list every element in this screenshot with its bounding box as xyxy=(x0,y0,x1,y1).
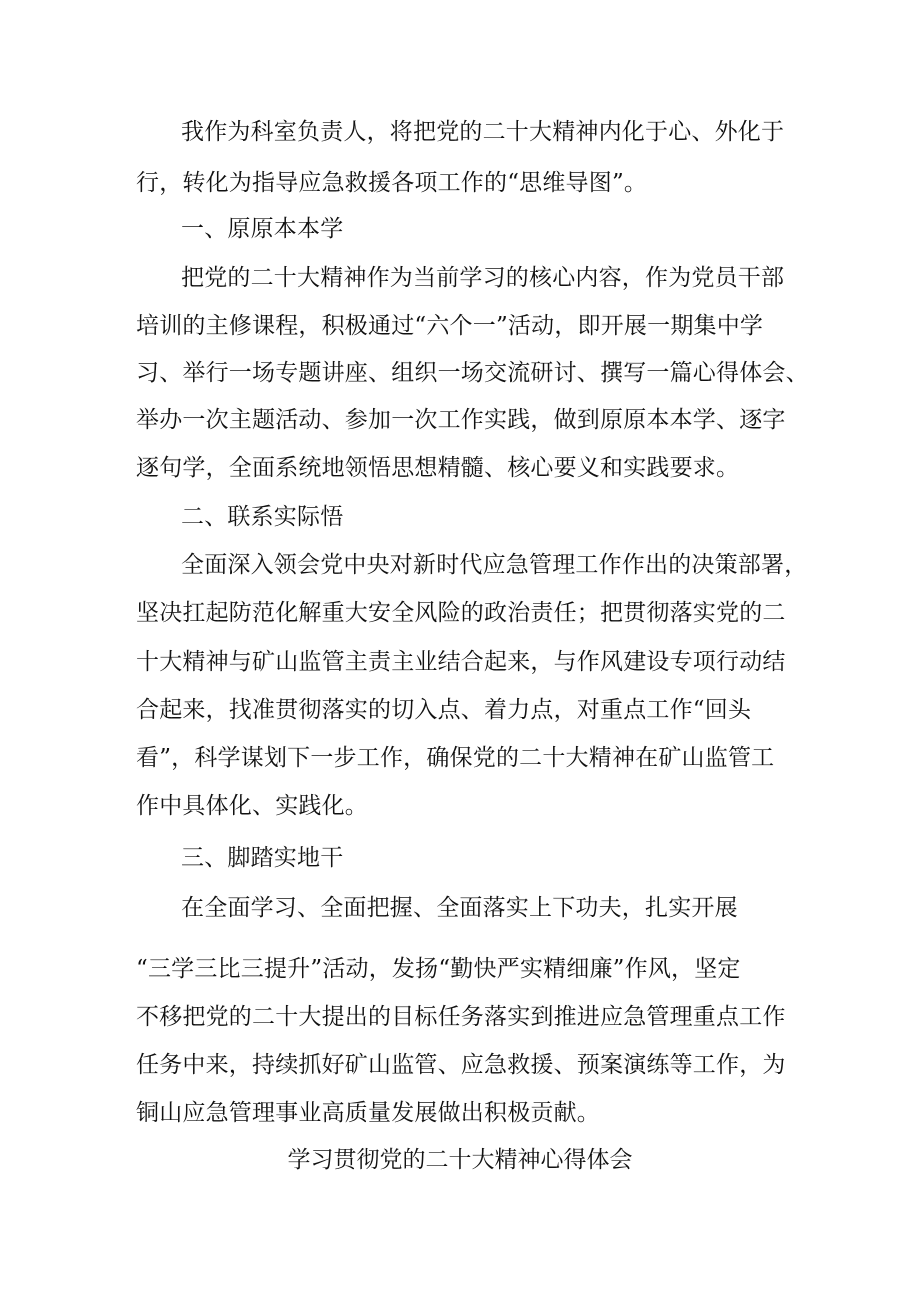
section-1-line-2: 培训的主修课程，积极通过“六个一”活动，即开展一期集中学 xyxy=(136,313,764,339)
section-3-line-5: 铜山应急管理事业高质量发展做出积极贡献。 xyxy=(136,1100,600,1126)
section-2-heading: 二、联系实际悟 xyxy=(181,504,344,530)
section-3-line-3: 不移把党的二十大提出的目标任务落实到推进应急管理重点工作 xyxy=(136,1004,786,1030)
section-1-line-5: 逐句学，全面系统地领悟思想精髓、核心要义和实践要求。 xyxy=(136,455,740,481)
next-section-title: 学习贯彻党的二十大精神心得体会 xyxy=(287,1147,633,1173)
section-3-line-4: 任务中来，持续抓好矿山监管、应急救援、预案演练等工作，为 xyxy=(136,1052,786,1078)
section-3-heading: 三、脚踏实地干 xyxy=(181,845,344,871)
section-1-line-4: 举办一次主题活动、参加一次工作实践，做到原原本本学、逐字 xyxy=(136,407,786,433)
section-1-line-3: 习、举行一场专题讲座、组织一场交流研讨、撰写一篇心得体会、 xyxy=(136,360,809,386)
section-3-line-2: “三学三比三提升”活动，发扬“勤快严实精细廉”作风，坚定 xyxy=(136,956,741,982)
section-1-heading: 一、原原本本学 xyxy=(181,216,344,242)
section-2-line-6: 作中具体化、实践化。 xyxy=(136,793,368,819)
section-2-line-1: 全面深入领会党中央对新时代应急管理工作作出的决策部署， xyxy=(181,552,808,578)
section-1-line-1: 把党的二十大精神作为当前学习的核心内容，作为党员干部 xyxy=(181,265,785,291)
section-2-line-3: 十大精神与矿山监管主责主业结合起来，与作风建设专项行动结 xyxy=(136,649,786,675)
section-2-line-5: 看”，科学谋划下一步工作，确保党的二十大精神在矿山监管工 xyxy=(136,745,775,771)
section-3-line-1: 在全面学习、全面把握、全面落实上下功夫，扎实开展 xyxy=(181,895,738,921)
intro-line-1: 我作为科室负责人，将把党的二十大精神内化于心、外化于 xyxy=(181,119,785,145)
section-2-line-2: 坚决扛起防范化解重大安全风险的政治责任；把贯彻落实党的二 xyxy=(136,600,786,626)
intro-line-2: 行，转化为指导应急救援各项工作的“思维导图”。 xyxy=(136,170,648,196)
section-2-line-4: 合起来，找准贯彻落实的切入点、着力点，对重点工作“回头 xyxy=(136,697,752,723)
